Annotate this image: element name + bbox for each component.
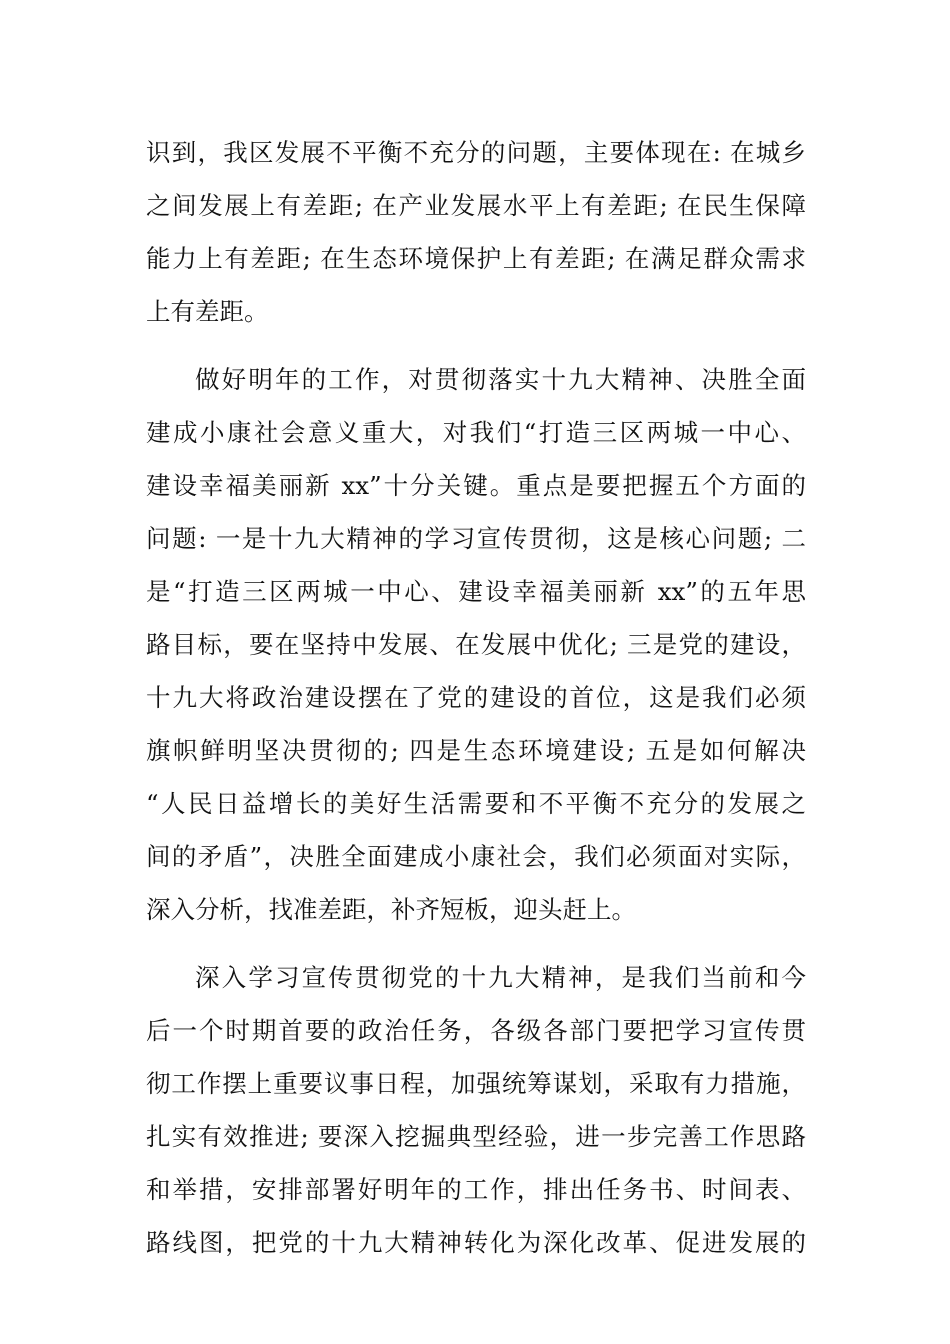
text-line: 十九大将政治建设摆在了党的建设的首位，这是我们必须 bbox=[146, 683, 806, 712]
paragraph-3 bbox=[146, 951, 806, 1269]
paragraph-1 bbox=[146, 126, 806, 338]
text-line: 问题: 一是十九大精神的学习宣传贯彻，这是核心问题; 二 bbox=[146, 524, 806, 553]
text-line: 是“打造三区两城一中心、建设幸福美丽新 xx”的五年思 bbox=[146, 577, 806, 606]
text-line: 深入分析，找准差距，补齐短板，迎头赶上。 bbox=[146, 895, 636, 924]
text-line: 之间发展上有差距; 在产业发展水平上有差距; 在民生保障 bbox=[146, 191, 806, 220]
text-line: 扎实有效推进; 要深入挖掘典型经验，进一步完善工作思路 bbox=[146, 1122, 806, 1151]
text-line: 路目标，要在坚持中发展、在发展中优化; 三是党的建设， bbox=[146, 630, 806, 659]
text-line: 旗帜鲜明坚决贯彻的; 四是生态环境建设; 五是如何解决 bbox=[146, 736, 806, 765]
text-line: 间的矛盾”，决胜全面建成小康社会，我们必须面对实际， bbox=[146, 842, 806, 871]
text-line: 建设幸福美丽新 xx”十分关键。重点是要把握五个方面的 bbox=[146, 471, 806, 500]
text-line: 和举措，安排部署好明年的工作，排出任务书、时间表、 bbox=[146, 1175, 806, 1204]
text-line: 深入学习宣传贯彻党的十九大精神，是我们当前和今 bbox=[195, 963, 806, 992]
text-line: 能力上有差距; 在生态环境保护上有差距; 在满足群众需求 bbox=[146, 244, 806, 273]
document-body bbox=[146, 126, 806, 1284]
text-line: 做好明年的工作，对贯彻落实十九大精神、决胜全面 bbox=[195, 365, 806, 394]
text-line: “人民日益增长的美好生活需要和不平衡不充分的发展之 bbox=[146, 789, 806, 818]
paragraph-2 bbox=[146, 353, 806, 936]
text-line: 识到，我区发展不平衡不充分的问题，主要体现在: 在城乡 bbox=[146, 138, 806, 167]
text-line: 后一个时期首要的政治任务，各级各部门要把学习宣传贯 bbox=[146, 1016, 806, 1045]
text-line: 上有差距。 bbox=[146, 297, 269, 326]
text-line: 彻工作摆上重要议事日程，加强统筹谋划，采取有力措施， bbox=[146, 1069, 806, 1098]
text-line: 路线图，把党的十九大精神转化为深化改革、促进发展的 bbox=[146, 1228, 806, 1257]
text-line: 建成小康社会意义重大，对我们“打造三区两城一中心、 bbox=[146, 418, 806, 447]
